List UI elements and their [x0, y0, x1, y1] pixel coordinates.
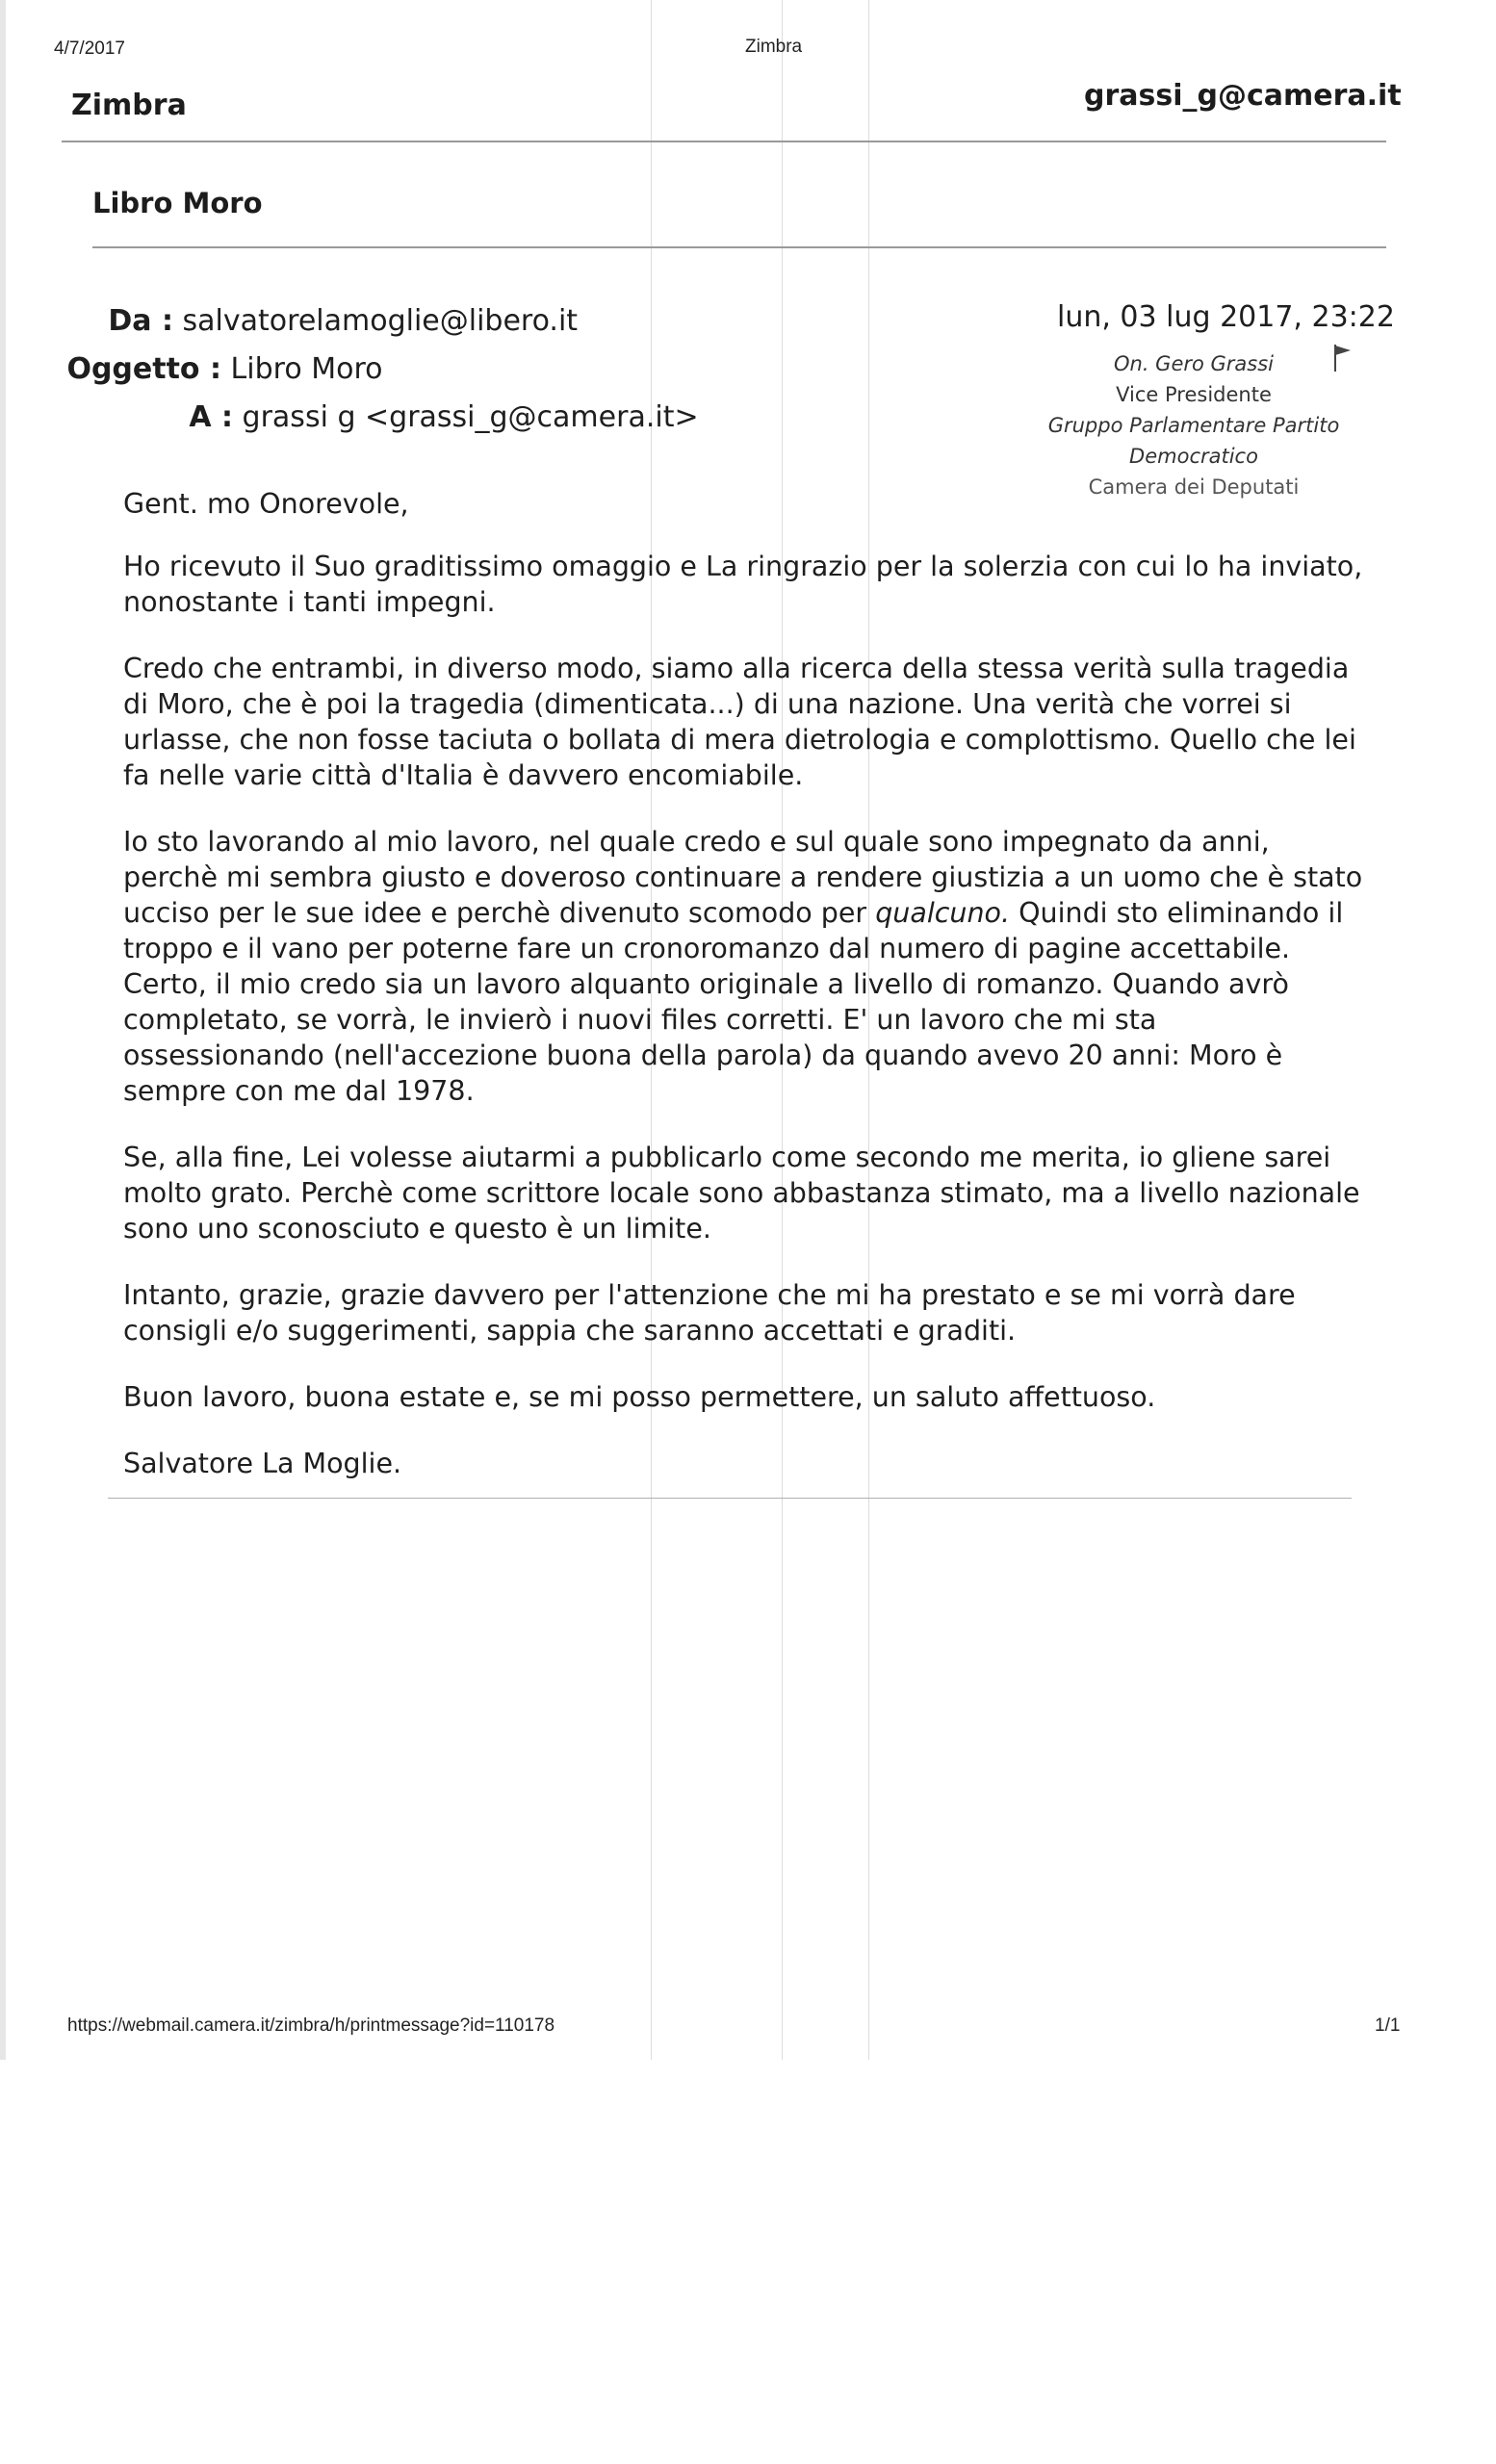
print-url[interactable]: https://webmail.camera.it/zimbra/h/printmessage?id=110178 — [67, 2015, 555, 2036]
header-divider — [62, 141, 1386, 142]
signature: Salvatore La Moglie. — [123, 1448, 402, 1479]
print-date: 4/7/2017 — [54, 38, 125, 59]
flag-icon — [1332, 343, 1354, 373]
stamp-name: On. Gero Grassi — [1113, 352, 1275, 375]
paragraph-3 — [123, 824, 1365, 1109]
message-body — [123, 486, 1365, 1512]
paragraph-3-italic: qualcuno. — [875, 897, 1011, 929]
paragraph-6: Buon lavoro, buona estate e, se mi posso permettere, un saluto affettuoso. — [123, 1381, 1156, 1413]
blank-scan-area — [0, 2060, 1496, 2464]
message-date: lun, 03 lug 2017, 23:22 — [1057, 300, 1395, 334]
to-label: A : — [189, 400, 233, 434]
stamp-group: Gruppo Parlamentare Partito Democratico — [1047, 414, 1340, 468]
zimbra-brand: Zimbra — [71, 89, 187, 122]
subject-row — [56, 352, 382, 386]
paragraph-4: Se, alla fine, Lei volesse aiutarmi a pubblicarlo come secondo me merita, io gliene sarei molto grato. Perchè come scrittore locale sono abbastanza stimato, ma a livello nazionale sono uno sconosciuto e questo è un limite. — [123, 1142, 1360, 1245]
paragraph-1: Ho ricevuto il Suo graditissimo omaggio e La ringrazio per la solerzia con cui lo ha inviato, nonostante i tanti impegni. — [123, 551, 1363, 618]
stamp-role: Vice Presidente — [1116, 383, 1272, 406]
paragraph-3-end: Quindi sto eliminando il troppo e il vano per poterne fare un cronoromanzo dal numero di pagine accettabile. Certo, il mio credo sia un lavoro alquanto originale a livello di romanzo. Quando avrò completato, se vorrà, le invierò i nuovi files corretti. E' un lavoro che mi sta ossessionando (nell'accezione buona della parola) da quando avevo 20 anni: Moro è sempre con me dal 1978. — [123, 897, 1344, 1107]
message-subject-title: Libro Moro — [92, 187, 263, 219]
scan-edge — [0, 0, 6, 2060]
from-label: Da : — [108, 304, 173, 338]
paragraph-3-start: Io sto lavorando al mio lavoro, nel quale credo e sul quale sono impegnato da anni, perchè mi sembra giusto e doveroso continuare a rendere giustizia a un uomo che è stato ucciso per le sue idee e perchè divenuto scomodo per — [123, 826, 1363, 929]
subject-divider — [92, 246, 1386, 248]
account-address: grassi_g@camera.it — [1084, 79, 1402, 113]
to-value: grassi g <grassi_g@camera.it> — [242, 400, 699, 434]
greeting: Gent. mo Onorevole, — [123, 488, 409, 520]
from-row — [56, 304, 578, 338]
print-title: Zimbra — [745, 37, 803, 57]
subject-label: Oggetto : — [66, 352, 221, 386]
body-end-divider — [108, 1498, 1352, 1499]
from-value: salvatorelamoglie@libero.it — [182, 304, 579, 338]
subject-value: Libro Moro — [230, 352, 383, 386]
paragraph-2: Credo che entrambi, in diverso modo, siamo alla ricerca della stessa verità sulla tragedia di Moro, che è poi la tragedia (dimenticata...) di una nazione. Una verità che vorrei si urlasse, che non fosse taciuta o bollata di mera dietrologia e complottismo. Quello che lei fa nelle varie città d'Italia è davvero encomiabile. — [123, 653, 1356, 791]
to-row — [56, 400, 699, 434]
page-number: 1/1 — [1375, 2015, 1401, 2036]
paragraph-5: Intanto, grazie, grazie davvero per l'attenzione che mi ha prestato e se mi vorrà dare consigli e/o suggerimenti, sappia che saranno accettati e graditi. — [123, 1279, 1296, 1347]
stamp-chamber: Camera dei Deputati — [1088, 475, 1300, 499]
